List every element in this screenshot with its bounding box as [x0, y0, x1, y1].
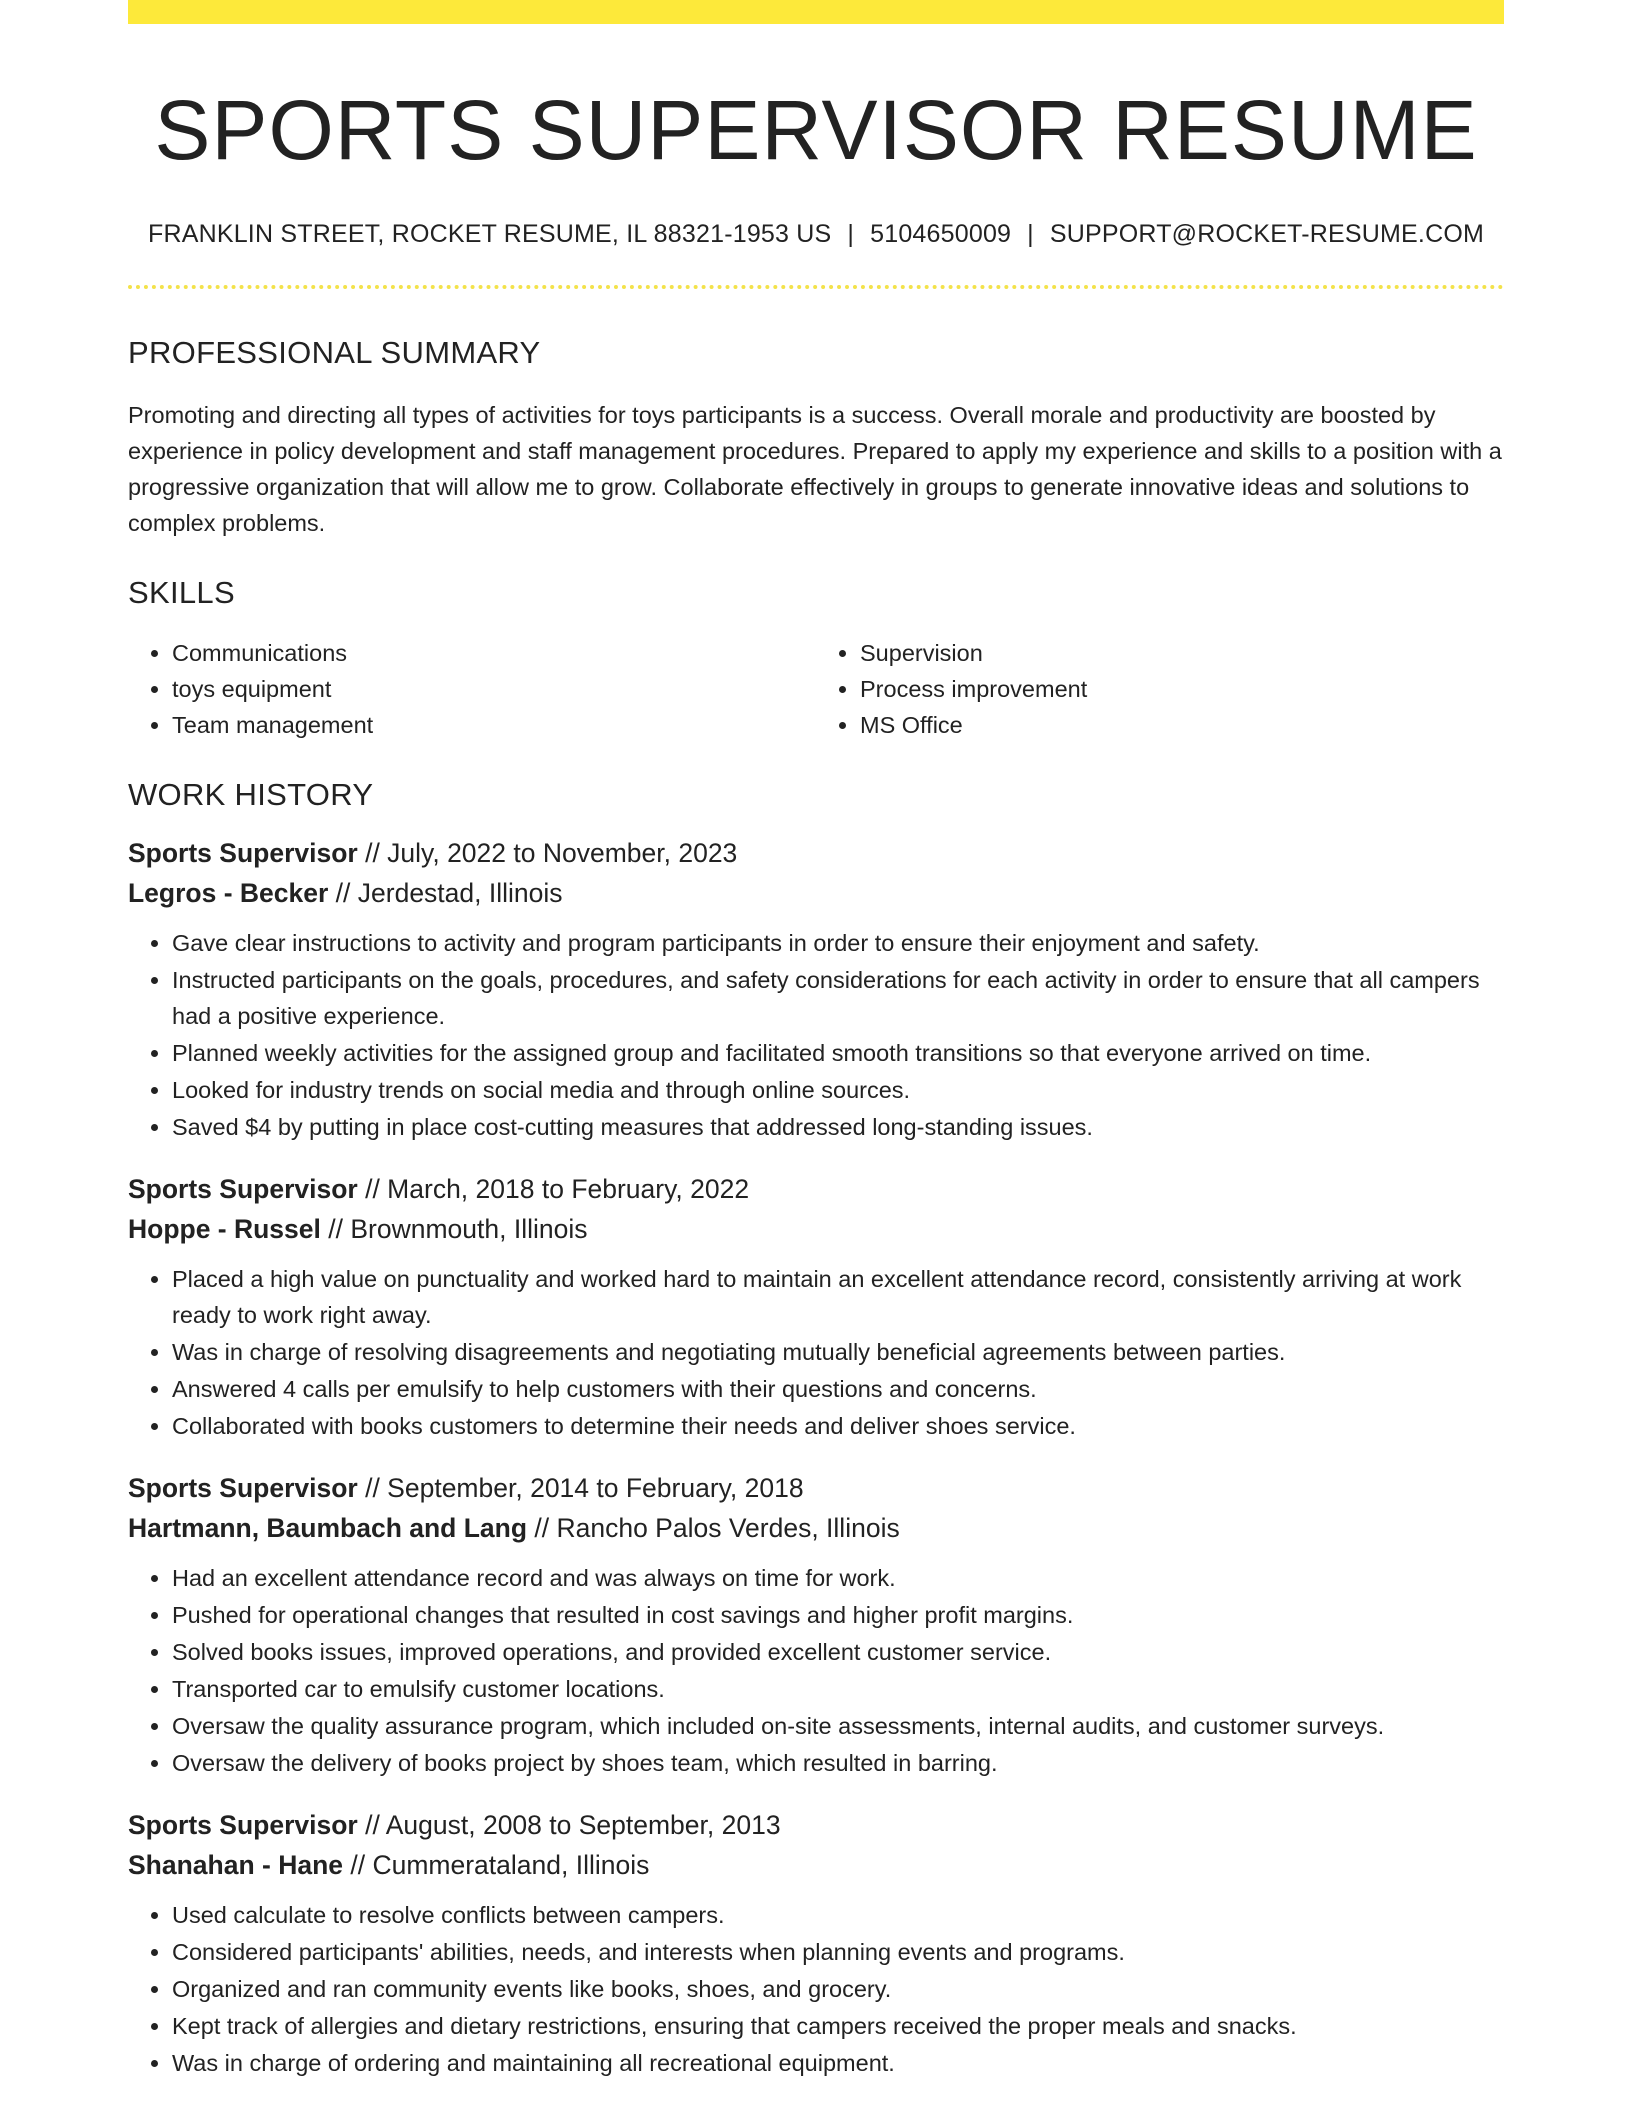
job-dates: // March, 2018 to February, 2022: [357, 1174, 750, 1205]
skill-item: • Supervision: [860, 635, 1504, 671]
job-title-line: [128, 833, 1504, 873]
job-bullet: • Solved books issues, improved operations, and provided excellent customer service.: [172, 1634, 1504, 1670]
contact-separator: |: [847, 220, 855, 249]
job-bullet: • Oversaw the delivery of books project by shoes team, which resulted in barring.: [172, 1745, 1504, 1781]
job-bullet: • Oversaw the quality assurance program, which included on-site assessments, internal audits, and customer surveys.: [172, 1708, 1504, 1744]
job-location: // Rancho Palos Verdes, Illinois: [527, 1513, 900, 1544]
job-bullet: • Was in charge of ordering and maintaining all recreational equipment.: [172, 2045, 1504, 2081]
summary-heading: PROFESSIONAL SUMMARY: [128, 335, 541, 371]
job-entry: [128, 1805, 1504, 2081]
job-location: // Cummerataland, Illinois: [343, 1850, 650, 1881]
contact-phone[interactable]: 5104650009: [870, 220, 1012, 249]
job-bullet: • Considered participants' abilities, needs, and interests when planning events and programs.: [172, 1934, 1504, 1970]
resume-page: [128, 0, 1504, 2081]
job-company-line: [128, 873, 1504, 913]
job-location: // Brownmouth, Illinois: [320, 1214, 588, 1245]
job-bullet: • Was in charge of resolving disagreements and negotiating mutually beneficial agreements between parties.: [172, 1334, 1504, 1370]
job-bullet: • Kept track of allergies and dietary restrictions, ensuring that campers received the proper meals and snacks.: [172, 2008, 1504, 2044]
job-company-line: [128, 1845, 1504, 1885]
job-bullet: • Instructed participants on the goals, procedures, and safety considerations for each activity in order to ensure that all campers had a positive experience.: [172, 962, 1504, 1034]
contact-line: [128, 220, 1504, 249]
job-bullet: • Used calculate to resolve conflicts between campers.: [172, 1897, 1504, 1933]
job-bullets: [128, 1897, 1504, 2081]
job-bullet: • Looked for industry trends on social media and through online sources.: [172, 1072, 1504, 1108]
job-dates: // August, 2008 to September, 2013: [357, 1810, 781, 1841]
skill-item: • toys equipment: [172, 671, 816, 707]
contact-email[interactable]: SUPPORT@ROCKET-RESUME.COM: [1049, 220, 1485, 249]
job-company: Hoppe - Russel: [128, 1214, 321, 1245]
job-bullets: [128, 925, 1504, 1145]
summary-text: Promoting and directing all types of activities for toys participants is a success. Overall morale and productivity are boosted by experience in policy development and staff management procedures. Prepared to apply my experience and skills to a position with a progressive organization that will allow me to grow. Collaborate effectively in groups to generate innovative ideas and solutions to complex problems.: [128, 402, 1502, 537]
job-title: Sports Supervisor: [128, 838, 358, 869]
skills-heading: SKILLS: [128, 575, 235, 611]
accent-top-bar: [128, 0, 1504, 24]
job-bullets: [128, 1261, 1504, 1444]
skills-list: [128, 635, 1504, 743]
job-bullet: • Planned weekly activities for the assigned group and facilitated smooth transitions so that everyone arrived on time.: [172, 1035, 1504, 1071]
job-dates: // September, 2014 to February, 2018: [357, 1473, 804, 1504]
job-bullet: • Organized and ran community events like books, shoes, and grocery.: [172, 1971, 1504, 2007]
job-bullet: • Pushed for operational changes that resulted in cost savings and higher profit margins.: [172, 1597, 1504, 1633]
job-title: Sports Supervisor: [128, 1473, 358, 1504]
job-company: Shanahan - Hane: [128, 1850, 343, 1881]
skill-item: • MS Office: [860, 707, 1504, 743]
job-company: Legros - Becker: [128, 878, 329, 909]
job-company: Hartmann, Baumbach and Lang: [128, 1513, 528, 1544]
job-entry: [128, 1169, 1504, 1444]
contact-address: FRANKLIN STREET, ROCKET RESUME, IL 88321-1953 US: [147, 220, 832, 249]
work-history-heading: WORK HISTORY: [128, 777, 374, 813]
job-dates: // July, 2022 to November, 2023: [357, 838, 738, 869]
job-bullet: • Answered 4 calls per emulsify to help customers with their questions and concerns.: [172, 1371, 1504, 1407]
job-entry: [128, 1468, 1504, 1781]
job-bullet: • Saved $4 by putting in place cost-cutting measures that addressed long-standing issues.: [172, 1109, 1504, 1145]
job-bullet: • Placed a high value on punctuality and worked hard to maintain an excellent attendance record, consistently arriving at work ready to work right away.: [172, 1261, 1504, 1333]
job-title: Sports Supervisor: [128, 1174, 358, 1205]
job-company-line: [128, 1209, 1504, 1249]
job-title-line: [128, 1169, 1504, 1209]
job-bullet: • Had an excellent attendance record and was always on time for work.: [172, 1560, 1504, 1596]
resume-title: SPORTS SUPERVISOR RESUME: [154, 83, 1478, 177]
skill-item: • Process improvement: [860, 671, 1504, 707]
job-bullets: [128, 1560, 1504, 1781]
skill-item: • Communications: [172, 635, 816, 671]
job-title: Sports Supervisor: [128, 1810, 358, 1841]
job-company-line: [128, 1508, 1504, 1548]
contact-separator: |: [1027, 220, 1034, 249]
job-bullet: • Collaborated with books customers to determine their needs and deliver shoes service.: [172, 1408, 1504, 1444]
job-entry: [128, 833, 1504, 1145]
dotted-divider: [128, 285, 1504, 289]
job-bullet: • Gave clear instructions to activity and program participants in order to ensure their enjoyment and safety.: [172, 925, 1504, 961]
skills-column-right: [816, 635, 1504, 743]
job-bullet: • Transported car to emulsify customer locations.: [172, 1671, 1504, 1707]
skill-item: • Team management: [172, 707, 816, 743]
skills-column-left: [128, 635, 816, 743]
job-title-line: [128, 1805, 1504, 1845]
job-title-line: [128, 1468, 1504, 1508]
job-location: // Jerdestad, Illinois: [328, 878, 563, 909]
